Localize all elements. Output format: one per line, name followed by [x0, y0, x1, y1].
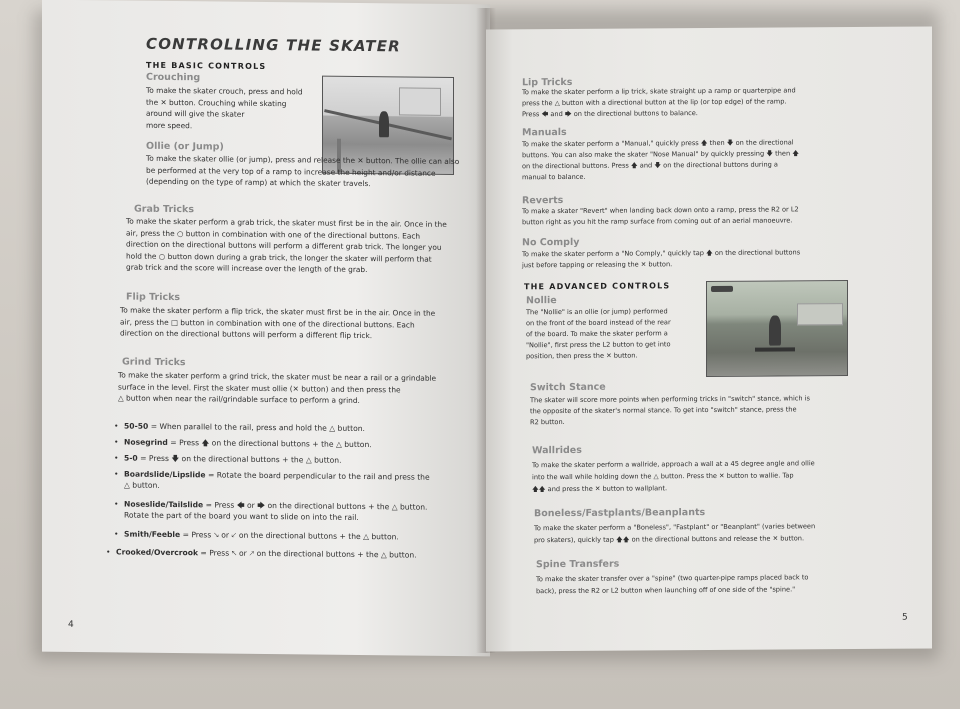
- list-item: • Crooked/Overcrook = Press 🡔 or 🡕 on the directional buttons + the △ button.: [106, 547, 417, 560]
- spine-transfers-text: To make the skater transfer over a "spine" (two quarter-pipe ramps placed back to back), press the R2 or L2 button when launching off of one side of the "spine.": [536, 573, 809, 596]
- spine-transfers-heading: Spine Transfers: [536, 558, 620, 571]
- wallrides-text: To make the skater perform a wallride, approach a wall at a 45 degree angle and ollie into the wall while holding down the △ button. Press the ✕ button to wallie. Tap 🡅🡅 and press the ✕ button to wallplant.: [532, 459, 815, 494]
- manuals-heading: Manuals: [522, 126, 567, 139]
- no-comply-text: To make the skater perform a "No Comply," quickly tap 🡅 on the directional buttons just before tapping or releasing the ✕ button.: [522, 248, 801, 270]
- boneless-text: To make the skater perform a "Boneless", "Fastplant" or "Beanplant" (varies between pro skaters), quickly tap 🡅🡅 on the directional buttons and release the ✕ button.: [534, 522, 816, 545]
- advanced-controls-subhead: THE ADVANCED CONTROLS: [524, 281, 671, 292]
- nollie-heading: Nollie: [526, 295, 557, 307]
- flip-tricks-text: To make the skater perform a flip trick, the skater must first be in the air. Once in the air, press the □ button in combination with one of the directional buttons. Each direction on the directional buttons will perform a different flip trick.: [120, 305, 436, 341]
- wallrides-heading: Wallrides: [532, 444, 582, 457]
- reverts-text: To make a skater "Revert" when landing back down onto a ramp, press the R2 or L2 button right as you hit the ramp surface from coming out of an aerial manoeuvre.: [522, 205, 799, 227]
- page-number-left: 4: [68, 619, 74, 630]
- grab-tricks-text: To make the skater perform a grab trick, the skater must first be in the air. Once in the air, press the ○ button in combination with one of the directional buttons. Each direction on the directional buttons will perform a different grab trick. The longer you hold the ○ button down during a grab trick, the longer the skater will perform that grab trick and the score will increase over the length of the grab.: [126, 216, 447, 275]
- list-item: • Smith/Feeble = Press 🡖 or 🡗 on the directional buttons + the △ button.: [114, 529, 399, 542]
- crouching-heading: Crouching: [146, 71, 201, 84]
- page-title: CONTROLLING THE SKATER: [146, 34, 401, 56]
- grab-tricks-heading: Grab Tricks: [134, 203, 194, 216]
- lip-tricks-text: To make the skater perform a lip trick, skate straight up a ramp or quarterpipe and press the △ button with a directional button at the lip (or top edge) of the ramp. Press 🡄 and 🡆 on the directional buttons to balance.: [522, 86, 796, 119]
- page-number-right: 5: [902, 612, 908, 623]
- switch-stance-heading: Switch Stance: [530, 381, 606, 394]
- list-item: • Boardslide/Lipslide = Rotate the board perpendicular to the rail and press the △ button.: [114, 469, 430, 490]
- screenshot-building: [797, 303, 843, 325]
- lip-tricks-heading: Lip Tricks: [522, 76, 573, 89]
- grind-tricks-text: To make the skater perform a grind trick, the skater must be near a rail or a grindable surface in the level. First the skater must ollie (✕ button) and then press the △ button when near the rail/grindable surface to perform a grind.: [118, 370, 437, 405]
- no-comply-heading: No Comply: [522, 236, 580, 249]
- nollie-text: The "Nollie" is an ollie (or jump) performed on the front of the board instead of the rear of the board. To make the skater perform a "Nollie", first press the L2 button to get into position, then press the ✕ button.: [526, 307, 671, 361]
- boneless-heading: Boneless/Fastplants/Beanplants: [534, 507, 706, 520]
- ollie-heading: Ollie (or Jump): [146, 140, 224, 153]
- right-page: [486, 26, 932, 651]
- screenshot-skater: [769, 315, 781, 345]
- switch-stance-text: The skater will score more points when performing tricks in "switch" stance, which is the opposite of the skater's normal stance. To get into "switch" stance, press the R2 button.: [530, 394, 810, 427]
- list-item: • 50-50 = When parallel to the rail, press and hold the △ button.: [114, 421, 365, 434]
- screenshot-skater: [379, 111, 389, 137]
- basic-controls-subhead: THE BASIC CONTROLS: [146, 60, 267, 72]
- screenshot-skateboard: [755, 347, 795, 351]
- list-item: • Nosegrind = Press 🡅 on the directional buttons + the △ button.: [114, 437, 372, 450]
- screenshot-building: [399, 87, 441, 115]
- crouching-text: To make the skater crouch, press and hold the ✕ button. Crouching while skating around will give the skater more speed.: [146, 85, 303, 130]
- ollie-text: To make the skater ollie (or jump), press and release the ✕ button. The ollie can also be performed at the very top of a ramp to increase the height and/or distance (depending on the type of ramp) at which the skater travels.: [146, 153, 460, 189]
- left-page: [42, 0, 490, 656]
- list-item: • 5-0 = Press 🡇 on the directional buttons + the △ button.: [114, 453, 342, 465]
- grind-tricks-heading: Grind Tricks: [122, 356, 186, 369]
- flip-tricks-heading: Flip Tricks: [126, 291, 181, 304]
- screenshot-hud: [711, 286, 733, 292]
- screenshot-skatepark: [706, 280, 848, 377]
- manuals-text: To make the skater perform a "Manual," quickly press 🡅 then 🡇 on the directional buttons. You can also make the skater "Nose Manual" by quickly pressing 🡇 then 🡅 on the directional buttons. Press 🡅 and 🡇 on the directional buttons during a manual to balance.: [522, 138, 800, 182]
- reverts-heading: Reverts: [522, 195, 564, 207]
- list-item: • Noseslide/Tailslide = Press 🡄 or 🡆 on the directional buttons + the △ button. Rotate the part of the board you want to slide on into the rail.: [114, 499, 428, 522]
